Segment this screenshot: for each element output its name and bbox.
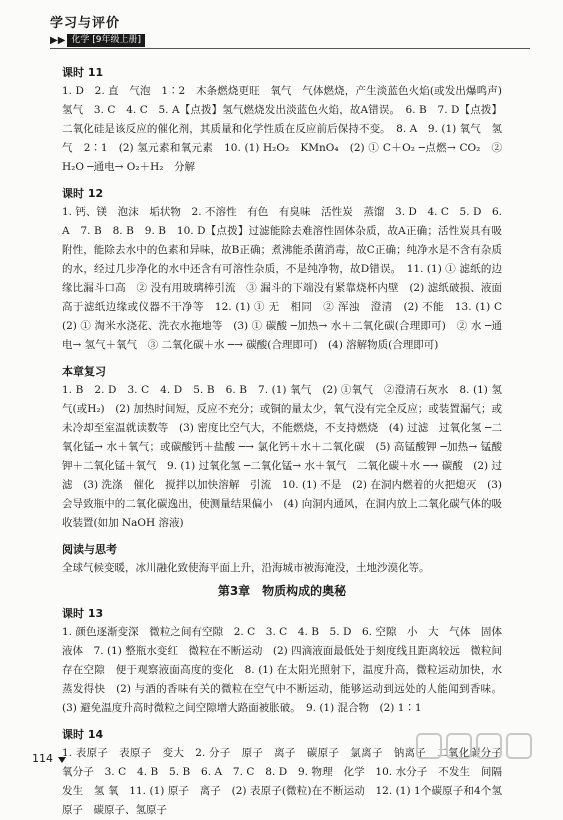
answer-paragraph: 1. 钙、镁 泡沫 垢状物 2. 不溶性 有色 有臭味 活性炭 蒸馏 3. D 4. C 5. D 6. A 7. B 8. B 9. B 10. D【点拨】过滤能除去难溶性固体杂质，故A正确；活性炭具有吸附性，能除去水中的色素和异味，故B正确；煮沸能杀菌消毒，故C正确；纯净水是不含有杂质的水，经过几步净化的水中还含有可溶性杂质，不是纯净物，故D错误。 11. (1) ① 滤纸的边缘比漏斗口高 ② 没有用玻璃棒引流 ③ 漏斗的下端没有紧靠烧杯内壁 (2) 滤纸破损、液面高于滤纸边缘或仪器不干净等 12. (1) ① 无 相同 ② 浑浊 澄清 (2) 不能 13. (1) C (2) ① 淘米水浇花、洗衣水拖地等 (3) ① 碳酸 ─加热→ 水＋二氧化碳(合理即可) ② 水 ─通电→ 氢气＋氧气 ③ 二氧化碳＋水 ─→ 碳酸(合理即可) (4) 溶解物质(合理即可): [62, 206, 513, 351]
lesson-block: [62, 604, 513, 718]
grade-band: [50, 34, 145, 47]
chapter-heading: 第3章 物质构成的奥秘: [217, 584, 347, 598]
lesson-block: [62, 63, 513, 177]
lesson-block: [62, 184, 513, 355]
header-rule: [50, 48, 530, 49]
lesson-block: [62, 362, 502, 533]
watermark-logo-icon: [413, 728, 553, 768]
lesson-title: 阅读与思考: [62, 543, 117, 556]
arrow-icon: ▶▶: [50, 35, 66, 46]
lesson-title: 课时 13: [62, 607, 104, 620]
answer-paragraph: 1. D 2. 直 气泡 1∶2 木条燃烧更旺 氧气 气体燃烧，产生淡蓝色火焰(或发出爆鸣声) 氢气 3. C 4. C 5. A【点拨】氢气燃烧发出淡蓝色火焰，故A错误。 6. B 7. D【点拨】二氧化硅是该反应的催化剂，其质量和化学性质在反应前后保持不变。 8. A 9. (1) 氧气 氢气 2∶1 (2) 氢元素和氧元素 10. (1) H₂O₂ KMnO₄ (2) ① C＋O₂ ─点燃→ CO₂ ② H₂O ─通电→ O₂＋H₂ 分解: [62, 85, 513, 173]
lesson-title: 课时 14: [62, 728, 104, 741]
answer-content: [62, 60, 513, 820]
subject-tag: 化学 [9年级上册]: [67, 34, 145, 47]
lesson-title: 课时 11: [62, 66, 104, 79]
page-number: 114: [32, 752, 53, 765]
lesson-block: [62, 540, 502, 578]
answer-paragraph: 1. B 2. D 3. C 4. D 5. B 6. B 7. (1) 氧气 (2) ①氧气 ②澄清石灰水 8. (1) 氢气(或H₂) (2) 加热时间短，反应不充分；或铜的量太少，氧气没有完全反应；或装置漏气；或未冷却至室温就读数等 (3) 密度比空气大，不能燃烧，不支持燃烧 (4) 过滤 过氧化氢 ─二氧化锰→ 水＋氧气；或碳酸钙＋盐酸 ─→ 氯化钙＋水＋二氧化碳 (5) 高锰酸钾 ─加热→ 锰酸钾＋二氧化锰＋氧气 9. (1) 过氧化氢 ─二氧化锰→ 水＋氧气 二氧化碳＋水 ─→ 碳酸 (2) 过滤 (3) 洗涤 催化 搅拌以加快溶解 引流 10. (1) 不是 (2) 在洞内燃着的火把熄灭 (3) 会导致瓶中的二氧化碳逸出，使测量结果偏小 (4) 向洞内通风，在洞内放上二氧化碳气体的吸收装置(如加 NaOH 溶液): [62, 384, 502, 529]
lesson-title: 课时 12: [62, 187, 104, 200]
lesson-title: 本章复习: [62, 365, 106, 378]
answer-paragraph: 1. 颜色逐渐变深 微粒之间有空隙 2. C 3. C 4. B 5. D 6. 空隙 小 大 气体 固体 液体 7. (1) 整瓶水变红 微粒在不断运动 (2) 四滴液面最低处于刻度线且距离较远 微粒间存在空隙 便于观察液面高度的变化 8. (1) 在太阳光照射下，温度升高，微粒运动加快，水蒸发得快 (2) 与酒的香味有关的微粒在空气中不断运动，能够运动到远处的人能闻到香味。(3) 避免温度升高时微粒之间空隙增大路面被胀破。 9. (1) 混合物 (2) 1∶1: [62, 626, 513, 714]
answer-paragraph: 全球气候变暖，冰川融化致使海平面上升，沿海城市被海淹没，土地沙漠化等。: [62, 562, 430, 574]
page-header: [50, 12, 530, 54]
answer-paragraph: 1. 表原子 表原子 变大 2. 分子 原子 离子 碳原子 氯离子 钠离子 二氧化碳分子 氧分子 3. C 4. B 5. B 6. A 7. C 8. D 9. 物理 化学 10. 水分子 不发生 间隔 发生 氢 氧 11. (1) 原子 离子 (2) 表原子(微粒)在不断运动 12. (1) 1个碳原子和4个氢原子 碳原子、氢原子: [62, 747, 513, 816]
book-title: 学习与评价: [50, 16, 121, 31]
page-marker-icon: [58, 757, 66, 763]
